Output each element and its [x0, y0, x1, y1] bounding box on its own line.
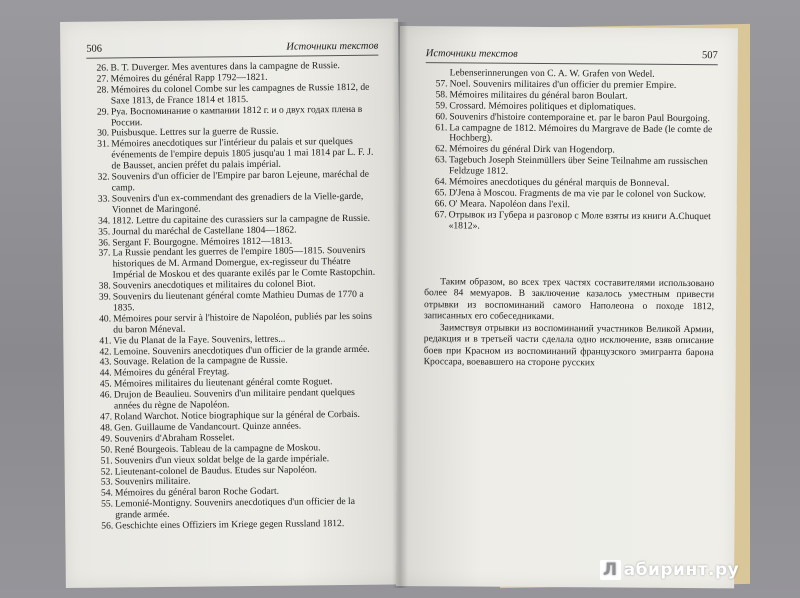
source-entry-number: 44. — [99, 367, 112, 379]
source-entry-number: 31. — [97, 138, 110, 150]
source-entry-number: 46. — [99, 389, 112, 401]
source-entry-text: Mémoires militaires du général baron Boulart. — [449, 89, 628, 102]
source-entry-text: Mémoires du général Dirk van Hogendorp. — [449, 143, 615, 156]
source-entry-text: Souvenirs d'Abraham Rosselet. — [114, 432, 235, 445]
source-entry-number: 53. — [100, 476, 113, 489]
source-entry-text: Mémoires pour servir à l'histoire de Napoléon, publiés par les soins du baron Méneval. — [113, 310, 372, 336]
source-entry-number: 49. — [100, 433, 113, 445]
left-running-title: Источники текстов — [286, 40, 379, 53]
source-entry-number: 58. — [435, 89, 448, 101]
source-entry-text: Mémoires du colonel Combe sur les campagnes de Russie 1812, de Saxe 1813, de France 1814 et 1815. — [110, 81, 370, 107]
right-source-list-wrapper — [425, 68, 716, 234]
paragraph-2: Заимствуя отрывки из воспоминаний участников Великой Армии, редакция и в третьей части сделала одно исключение, взяв описание боев при Красном из воспоминаний французского эмигранта барона Кроссара, воевавшего на стороне русских — [423, 322, 714, 369]
source-entry-text: La campagne de 1812. Mémoires du Margrave de Bade (le comte de Hochberg). — [449, 121, 713, 145]
source-entry-text: La Russie pendant les guerres de l'empire 1805—1815. Souvenirs historiques de M. Armand Domergue, ex-regisseur du Théatre Impérial de Moskou et des quarante exilés par le Comte Rastopchin. — [112, 245, 376, 281]
source-entry-text: Lemonié-Montigny. Souvenirs anecdotiques d'un officier de la grande armée. — [114, 496, 356, 521]
left-source-list — [86, 61, 383, 533]
source-entry-text: B. T. Duverger. Mes aventures dans la campagne de Russie. — [110, 60, 340, 74]
source-entry-number: 33. — [97, 193, 110, 205]
source-entry-number: 55. — [100, 498, 114, 510]
source-entry-number: 29. — [96, 106, 109, 118]
watermark-logo-letter: Л — [600, 560, 621, 580]
source-entry-number: 52. — [100, 466, 113, 478]
source-entry-text: Mémoires du général baron Roche Godart. — [114, 486, 280, 499]
source-entry-number: 26. — [96, 62, 109, 74]
source-entry-number: 51. — [100, 455, 113, 467]
left-page-number: 506 — [86, 43, 103, 55]
source-entry-number: 65. — [434, 187, 447, 199]
source-entry-text: Puisbusque. Lettres sur la guerre de Russie. — [111, 126, 279, 139]
source-entry — [89, 311, 381, 336]
source-entry-number: 50. — [100, 444, 113, 456]
source-entry-text: Sergant F. Bourgogne. Mémoires 1812—1813. — [112, 235, 293, 248]
source-entry-number: 37. — [98, 247, 111, 260]
source-entry — [87, 137, 379, 173]
source-entry-text: René Bourgeois. Tableau de la campagne de Moskou. — [114, 442, 321, 456]
source-entry-number: 54. — [100, 487, 113, 499]
source-entry-number: 60. — [435, 110, 448, 122]
source-entry-text: Lemoine. Souvenirs anecdotiques d'un officier de la grande armée. — [113, 343, 370, 358]
source-entry-text: Руа. Воспоминание о кампании 1812 г. и о двух годах плена в России. — [110, 103, 363, 129]
right-page — [396, 26, 738, 588]
source-entry-text: Journal du maréchal de Castellane 1804—1862. — [112, 224, 297, 238]
source-entry-text: 1812. Lettre du capitaine des curassiers sur la campagne de Russie. — [112, 212, 371, 227]
left-page — [60, 18, 404, 588]
source-entry-text: Souvenirs d'un ex-commendant des grenadiers de la Vielle-garde, Vionnet de Maringoné. — [111, 190, 364, 216]
source-entry-text: Mémoires du général Rapp 1792—1821. — [110, 71, 268, 85]
source-entry-text: Roland Warchot. Notice biographique sur la général de Corbais. — [114, 408, 360, 423]
source-entry-text: Crossard. Mémoires politiques et diplomatiques. — [449, 100, 637, 113]
source-entry-number: 40. — [99, 313, 112, 325]
source-entry-number: 34. — [98, 215, 111, 227]
source-entry-text: Mémoires militaires du lieutenant général comte Roguet. — [113, 376, 333, 390]
source-entry-text: Lieutenant-colonel de Baudus. Etudes sur Napoléon. — [114, 463, 317, 477]
paragraph-1: Таким образом, во всех трех частях составителями использовано более 84 мемуаров. В заключение казалось уместным привести отрывки из воспоминаний самого Наполеона о походе 1812, записанных его собеседниками. — [423, 276, 715, 323]
source-entry-text: Drujon de Beaulieu. Souvenirs d'un militaire pendant quelques années du règne de Napoléon. — [113, 387, 355, 412]
source-entry-number: 36. — [98, 236, 111, 249]
source-entry-number: 59. — [435, 99, 448, 112]
source-entry-text: Souvage. Relation de la campagne de Russie. — [113, 355, 288, 368]
right-page-header — [426, 46, 718, 65]
source-entry-text: Souvenirs du lieutenant général comte Mathieu Dumas de 1770 a 1835. — [112, 288, 364, 314]
source-entry — [87, 104, 379, 129]
right-source-list — [425, 79, 716, 234]
source-entry-text: Gen. Guillaume de Vandancourt. Quinze années. — [114, 420, 302, 434]
continued-entry-text: Lebenserinnerungen von C. A. W. Grafen von Wedel. — [449, 67, 655, 80]
source-entry-text: D'Jena à Moscou. Fragments de ma vie par le colonel von Suckow. — [448, 187, 707, 201]
source-entry-text: Noel. Souvenirs militaires d'un officier du premier Empire. — [449, 78, 677, 91]
source-entry-text: Tagebuch Joseph Steinmüllers über Seine Teilnahme am russischen Feldzuge 1812. — [448, 154, 708, 177]
source-entry-text: Mémoires du général Freytag. — [113, 366, 230, 379]
source-entry-text: Souvenirs d'un vieux soldat belge de la garde impériale. — [114, 452, 330, 467]
source-entry-number: 57. — [435, 78, 448, 90]
labirint-watermark — [600, 560, 739, 580]
book-gutter-shadow — [392, 22, 408, 588]
source-entry-number: 48. — [100, 422, 113, 434]
right-page-number: 507 — [702, 50, 718, 62]
source-entry-text: Geschichte eines Offiziers im Kriege gegen Russland 1812. — [115, 518, 345, 532]
source-entry — [91, 519, 383, 533]
source-entry-number: 67. — [434, 209, 447, 221]
source-entry-number: 63. — [435, 154, 448, 166]
left-page-header — [86, 39, 378, 59]
source-entry-text: Mémoires anecdotiques du général marquis de Bonneval. — [448, 176, 670, 189]
source-entry-number: 43. — [99, 356, 112, 369]
source-entry-text: Vie du Planat de la Faye. Souvenirs, lettres... — [113, 333, 286, 347]
source-entry-number: 64. — [434, 176, 447, 188]
source-entry-text: Mémoires anecdotiques sur l'intérieur du palais et sur quelques événements de l'empire depuis 1805 jusqu'au 1 mai 1814 par L. F. J. de Bausset, ancien préfet du palais impérial. — [111, 136, 374, 172]
source-entry-number: 42. — [99, 346, 112, 358]
source-entry-number: 61. — [435, 121, 448, 133]
source-entry-number: 47. — [100, 411, 113, 423]
source-entry-number: 41. — [99, 335, 112, 347]
source-entry-text: Souvenirs d'un officier de l'Empire par baron Lejeune, maréchal de camp. — [111, 168, 370, 194]
source-entry-text: O' Meara. Napoléon dans l'exil. — [448, 198, 571, 211]
source-entry — [425, 210, 715, 234]
source-entry-number: 66. — [434, 198, 447, 210]
source-entry-number: 56. — [101, 520, 114, 532]
source-entry-text: Souvenirs anecdotiques et militaires du colonel Biot. — [112, 278, 316, 292]
source-entry-number: 27. — [96, 73, 109, 85]
source-entry-number: 38. — [98, 280, 111, 292]
watermark-text: абиринт.ру — [623, 560, 740, 580]
source-entry-number: 62. — [435, 143, 448, 155]
source-entry-text: Отрывок из Губера и разговор с Моле взяты из книги A.Chuquet «1812». — [448, 209, 711, 232]
source-entry-number: 30. — [97, 127, 110, 140]
source-entry-text: Souvenirs militaire. — [114, 476, 191, 488]
source-entry-number: 32. — [97, 171, 110, 183]
source-entry-text: Souvenirs d'histoire contemporaine et. par le baron Paul Bourgoing. — [449, 110, 710, 124]
source-entry — [88, 246, 380, 282]
source-entry-number: 28. — [96, 84, 109, 96]
source-entry-number: 35. — [98, 226, 111, 238]
right-running-title: Источники текстов — [425, 48, 518, 60]
source-entry-number: 39. — [98, 291, 111, 303]
source-entry-number: 45. — [99, 378, 112, 390]
